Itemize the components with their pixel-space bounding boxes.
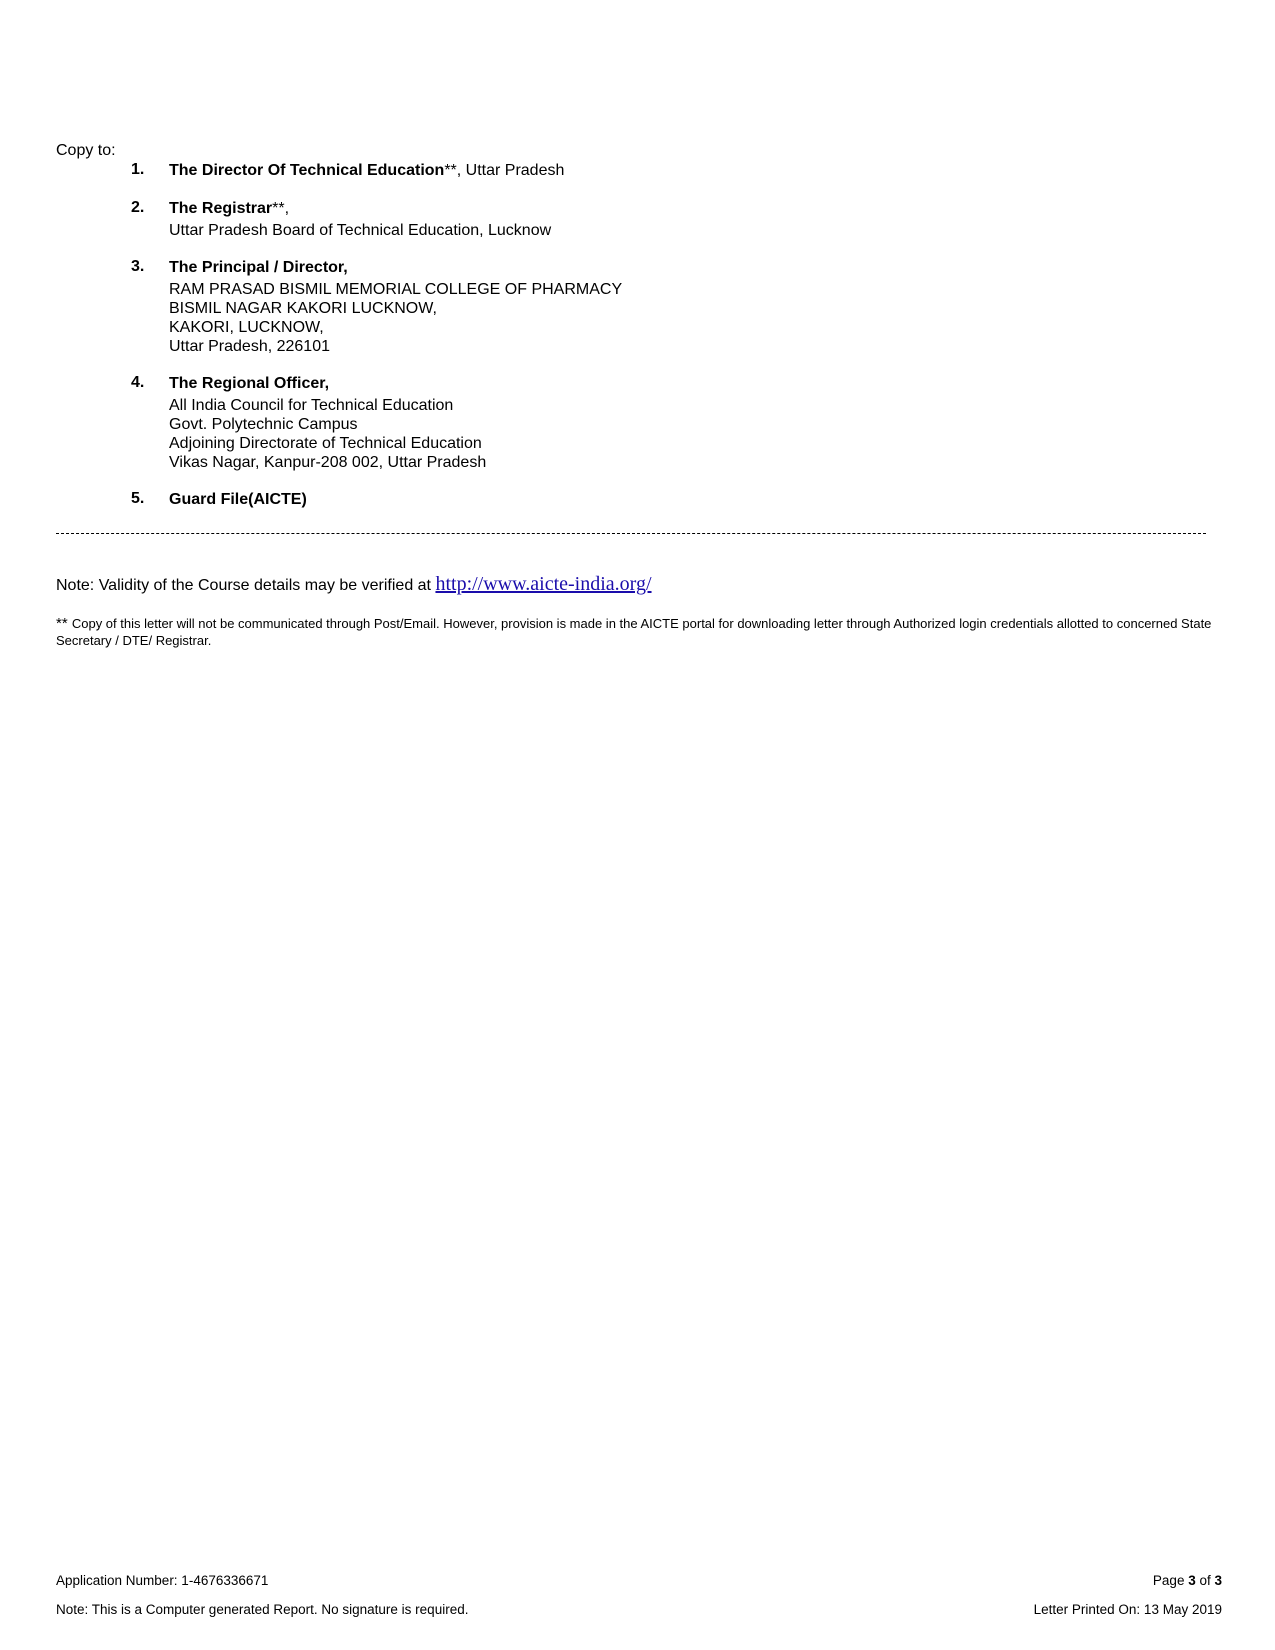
page-current: 3 [1188,1573,1196,1588]
computer-generated-note: Note: This is a Computer generated Report. No signature is required. [56,1602,469,1617]
recipient-heading [169,199,1031,218]
recipient-item [131,490,1031,509]
recipient-address-line: Uttar Pradesh Board of Technical Education, Lucknow [169,222,552,239]
recipient-address-block [169,280,1031,356]
footnote-stars: ** [56,615,72,632]
recipient-item [131,374,1031,472]
recipient-item [131,199,1031,240]
recipient-title-suffix: **, [272,200,290,217]
dashed-divider [56,533,1206,534]
page-indicator [1153,1573,1222,1588]
recipient-address-line: KAKORI, LUCKNOW, [169,319,324,336]
recipient-item [131,258,1031,356]
copy-to-label: Copy to: [56,142,116,159]
recipient-list [131,161,1031,527]
validity-note-text: Note: Validity of the Course details may be verified at [56,577,436,594]
recipient-address-block [169,396,1031,472]
recipient-title: The Regional Officer, [169,375,330,392]
recipient-address-line: All India Council for Technical Education [169,397,454,414]
recipient-title-suffix: **, [444,162,462,179]
footnote [56,615,1216,649]
recipient-address-line: BISMIL NAGAR KAKORI LUCKNOW, [169,300,437,317]
recipient-address-line: RAM PRASAD BISMIL MEMORIAL COLLEGE OF PHARMACY [169,281,623,298]
recipient-address-line: Govt. Polytechnic Campus [169,416,358,433]
application-number: Application Number: 1-4676336671 [56,1573,269,1588]
validity-note [56,573,652,596]
recipient-title: Guard File(AICTE) [169,491,307,508]
page-of: of [1195,1573,1215,1588]
recipient-number: 4. [131,374,145,391]
page-total: 3 [1214,1573,1222,1588]
recipient-number: 5. [131,490,145,507]
recipient-address-line: Vikas Nagar, Kanpur-208 002, Uttar Pradesh [169,454,487,471]
recipient-item [131,161,1031,180]
recipient-number: 1. [131,161,145,178]
recipient-title: The Registrar [169,200,273,217]
printed-on-date: Letter Printed On: 13 May 2019 [1033,1602,1222,1617]
recipient-title: The Principal / Director, [169,259,348,276]
recipient-heading [169,161,1031,180]
recipient-address-line: Uttar Pradesh, 226101 [169,338,330,355]
aicte-website-link[interactable]: http://www.aicte-india.org/ [435,573,652,595]
page-prefix: Page [1152,1573,1189,1588]
footnote-text: Copy of this letter will not be communicated through Post/Email. However, provision is made in the AICTE portal for downloading letter through Authorized login credentials allotted to concerned State Secretary / DTE/ Registrar. [56,616,1212,648]
recipient-number: 2. [131,199,145,216]
recipient-title: The Director Of Technical Education [169,162,445,179]
recipient-title-tail: Uttar Pradesh [461,162,565,179]
recipient-address-line: Adjoining Directorate of Technical Education [169,435,482,452]
recipient-number: 3. [131,258,145,275]
